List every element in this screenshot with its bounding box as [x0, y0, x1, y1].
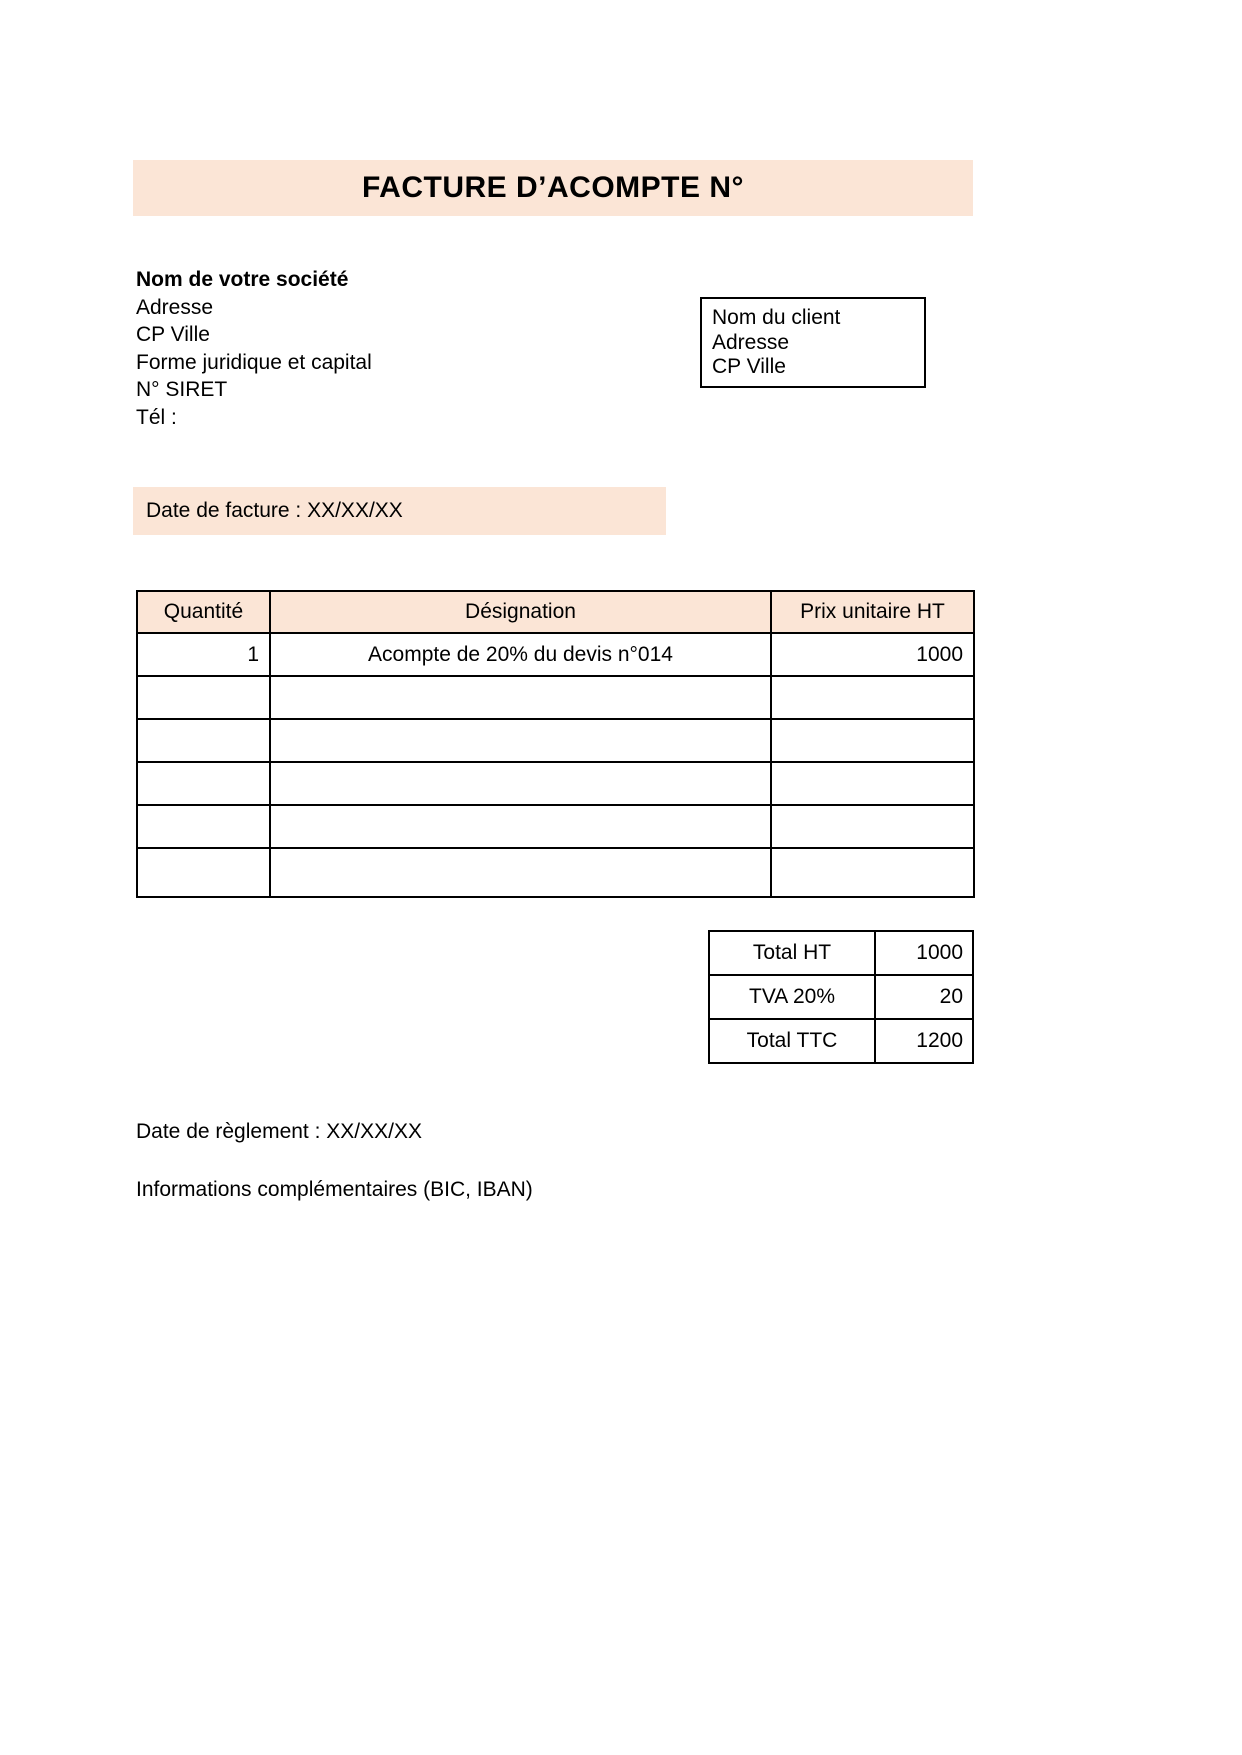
- company-city: CP Ville: [136, 323, 210, 346]
- item-quantity: [137, 719, 270, 762]
- item-quantity: [137, 805, 270, 848]
- totals-row-tva: [709, 975, 973, 1019]
- items-header-row: [137, 591, 974, 633]
- items-table: [136, 590, 975, 898]
- invoice-date-text: Date de facture : XX/XX/XX: [146, 499, 403, 522]
- totals-row-total-ht: [709, 931, 973, 975]
- company-address: Adresse: [136, 295, 214, 319]
- table-row: [137, 762, 974, 805]
- invoice-title-banner: [133, 160, 973, 216]
- item-designation: [270, 719, 771, 762]
- tva-label: TVA 20%: [709, 975, 875, 1019]
- company-siret: N° SIRET: [136, 378, 228, 401]
- item-quantity: [137, 676, 270, 719]
- company-legal-form: Forme juridique et capital: [136, 350, 372, 374]
- item-designation: [270, 848, 771, 897]
- table-row: [137, 633, 974, 676]
- items-header-unit-price: Prix unitaire HT: [771, 591, 974, 633]
- item-designation: [270, 676, 771, 719]
- item-designation: [270, 805, 771, 848]
- total-ht-label: Total HT: [709, 931, 875, 975]
- item-designation: [270, 762, 771, 805]
- total-ttc-label: Total TTC: [709, 1019, 875, 1063]
- table-row: [137, 676, 974, 719]
- totals-table: [708, 930, 974, 1064]
- totals-row-total-ttc: [709, 1019, 973, 1063]
- items-header-quantity: Quantité: [137, 591, 270, 633]
- item-quantity: [137, 848, 270, 897]
- invoice-date-banner: [133, 487, 666, 535]
- table-row: [137, 719, 974, 762]
- client-name: Nom du client: [712, 306, 841, 329]
- company-name: Nom de votre société: [136, 268, 349, 291]
- company-block: [136, 266, 372, 431]
- item-unit-price: [771, 848, 974, 897]
- company-phone: Tél :: [136, 405, 177, 429]
- client-address: Adresse: [712, 330, 790, 354]
- item-unit-price: [771, 676, 974, 719]
- total-ttc-value: 1200: [875, 1019, 973, 1063]
- item-unit-price: [771, 805, 974, 848]
- client-city: CP Ville: [712, 355, 786, 378]
- item-unit-price: [771, 719, 974, 762]
- total-ht-value: 1000: [875, 931, 973, 975]
- item-quantity: 1: [137, 633, 270, 676]
- item-unit-price: 1000: [771, 633, 974, 676]
- page-title: FACTURE D’ACOMPTE N°: [362, 171, 744, 204]
- additional-info: Informations complémentaires (BIC, IBAN): [136, 1178, 533, 1201]
- item-quantity: [137, 762, 270, 805]
- item-designation: Acompte de 20% du devis n°014: [270, 633, 771, 676]
- client-box: [700, 297, 926, 388]
- item-unit-price: [771, 762, 974, 805]
- table-row: [137, 805, 974, 848]
- tva-value: 20: [875, 975, 973, 1019]
- items-header-designation: Désignation: [270, 591, 771, 633]
- payment-date: Date de règlement : XX/XX/XX: [136, 1120, 422, 1143]
- table-row: [137, 848, 974, 897]
